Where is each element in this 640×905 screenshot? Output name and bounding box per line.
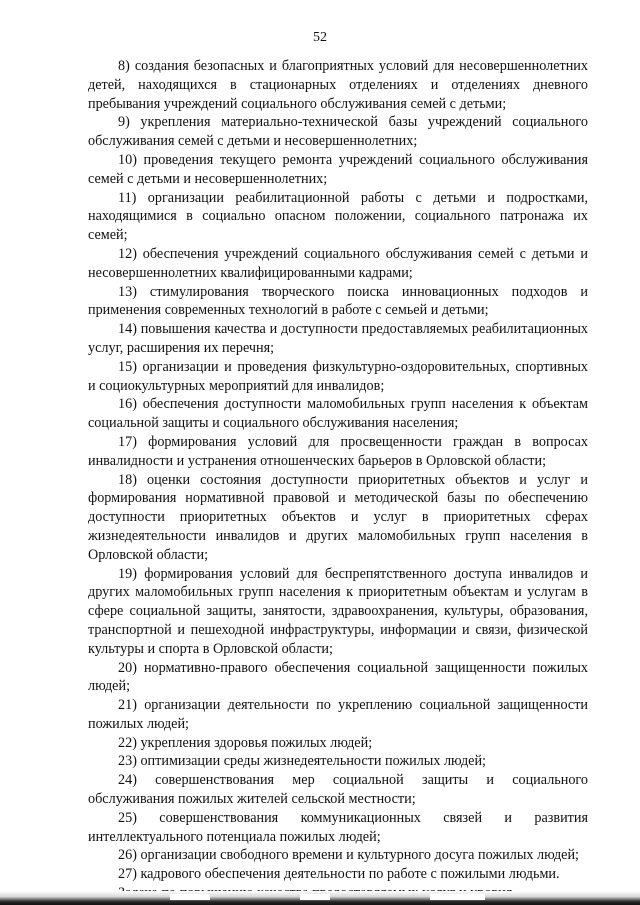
list-item: 26) организации свободного времени и культурного досуга пожилых людей; — [118, 847, 580, 864]
list-item: 25) совершенствования коммуникационных связей и развития интеллектуального потенциала пожилых людей; — [88, 809, 588, 845]
list-item: 14) повышения качества и доступности предоставляемых реабилитационных услуг, расширения их перечня; — [88, 321, 588, 356]
list-item: 20) нормативно-правого обеспечения социальной защищенности пожилых людей; — [88, 659, 588, 695]
document-body — [88, 57, 588, 903]
list-item: 22) укрепления здоровья пожилых людей; — [118, 734, 373, 751]
page-number: 52 — [313, 30, 327, 45]
list-item: 10) проведения текущего ремонта учреждений социального обслуживания семей с детьми и несовершеннолетних; — [88, 151, 588, 187]
list-item: 16) обеспечения доступности маломобильных групп населения к объектам социальной защиты и социального обслуживания населения; — [88, 396, 588, 432]
list-item: 17) формирования условий для просвещенности граждан в вопросах инвалидности и устранения отношенческих барьеров в Орловской области; — [88, 433, 588, 469]
list-item: 15) организации и проведения физкультурно-оздоровительных, спортивных и социокультурных мероприятий для инвалидов; — [88, 358, 588, 394]
list-item: 23) оптимизации среды жизнедеятельности пожилых людей; — [118, 753, 486, 770]
list-item: 8) создания безопасных и благоприятных условий для несовершеннолетних детей, находящихся в стационарных отделениях и отделениях дневного пребывания учреждений социального обслуживания семей с детьми; — [88, 58, 588, 112]
list-item: 18) оценки состояния доступности приоритетных объектов и услуг и формирования нормативной правовой и методической базы по обеспечению доступности приоритетных объектов и услуг в приоритетных сферах жизнедеятельности инвалидов и других маломобильных групп населения в Орловской области; — [88, 471, 588, 563]
list-item: 11) организации реабилитационной работы с детьми и подростками, находящимися в социально опасном положении, социального патронажа их семей; — [88, 189, 588, 244]
list-item: 27) кадрового обеспечения деятельности по работе с пожилыми людьми. — [118, 866, 560, 883]
list-item: 9) укрепления материально-технической базы учреждений социального обслуживания семей с детьми и несовершеннолетних; — [88, 114, 588, 150]
list-item: 19) формирования условий для беспрепятственного доступа инвалидов и других маломобильных групп населения к приоритетным объектам и услугам в сфере социальной защиты, занятости, здравоохранения, культуры, образования, транспортной и пешеходной инфраструктуры, информации и связи, физической культуры и спорта в Орловской области; — [88, 565, 588, 657]
list-item: 21) организации деятельности по укреплению социальной защищенности пожилых людей; — [88, 697, 588, 732]
scan-border — [0, 891, 640, 905]
list-item: 12) обеспечения учреждений социального обслуживания семей с детьми и несовершеннолетних квалифицированными кадрами; — [88, 245, 588, 281]
list-item: 24) совершенствования мер социальной защиты и социального обслуживания пожилых жителей сельской местности; — [88, 772, 588, 808]
list-item: 13) стимулирования творческого поиска инновационных подходов и применения современных технологий в работе с семьей и детьми; — [88, 283, 588, 319]
